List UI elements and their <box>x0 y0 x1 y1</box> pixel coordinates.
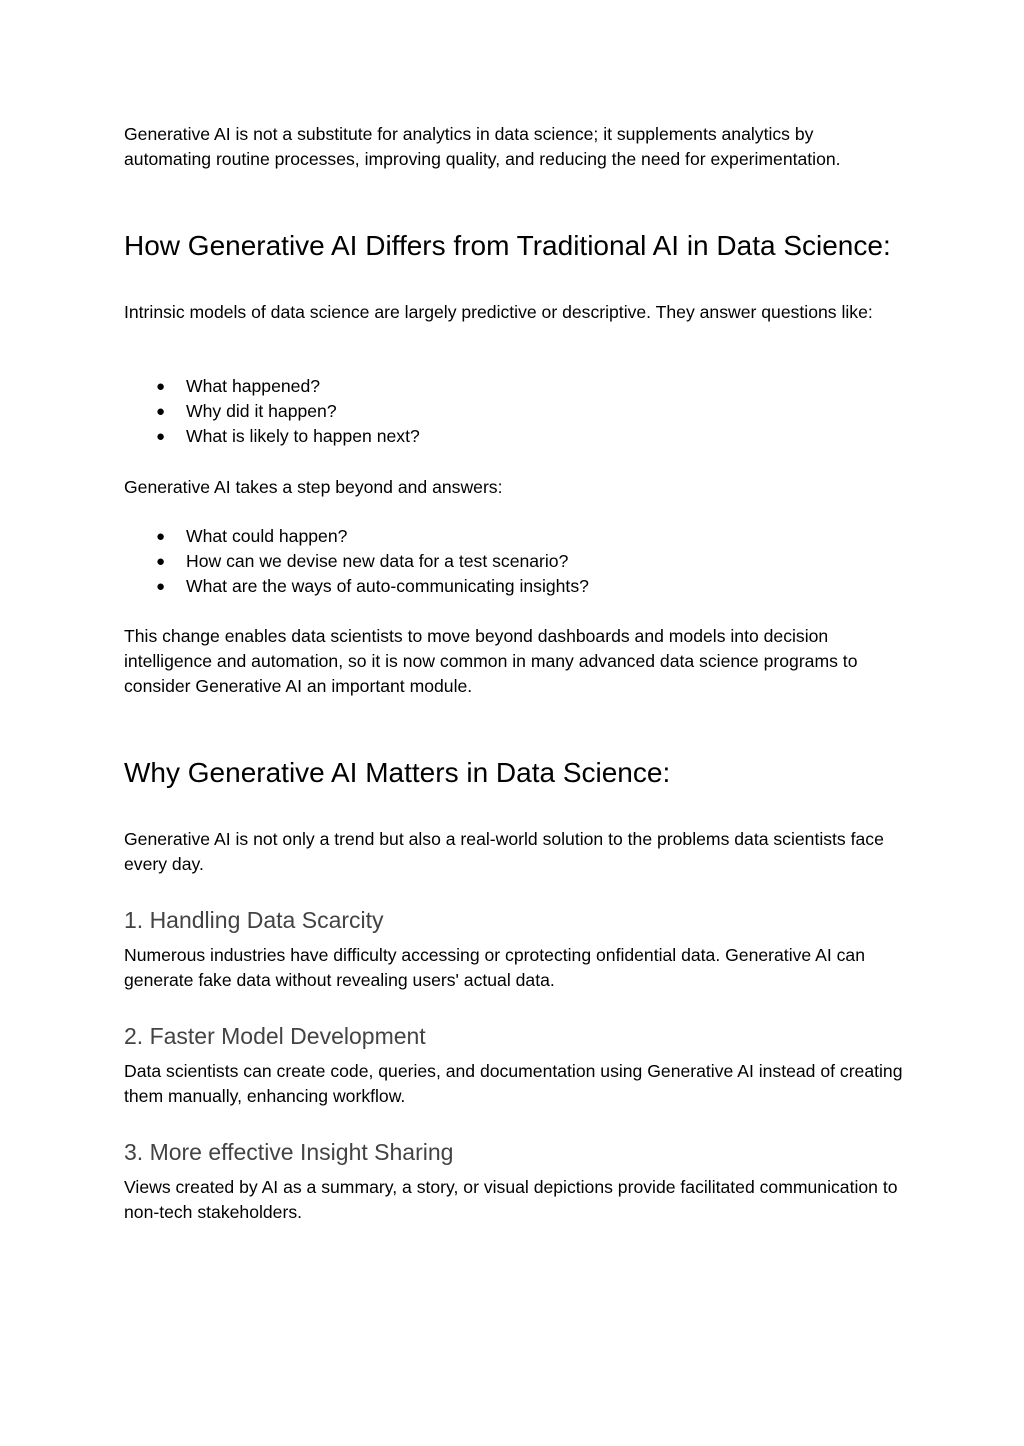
bullet-list-traditional <box>124 374 420 449</box>
section1-paragraph-1: Intrinsic models of data science are largely predictive or descriptive. They answer questions like: <box>124 302 873 322</box>
subsection-heading-insight-sharing: 3. More effective Insight Sharing <box>124 1139 454 1165</box>
list-item <box>124 374 420 399</box>
bullet-list-generative <box>124 524 589 599</box>
bullet-icon: ● <box>156 528 166 545</box>
section-heading-differences: How Generative AI Differs from Traditional AI in Data Science: <box>124 230 891 261</box>
list-item-text: How can we devise new data for a test scenario? <box>186 551 569 571</box>
subsection-text-data-scarcity: Numerous industries have difficulty accessing or cprotecting onfidential data. Generative AI can generate fake data without revealing users' actual data. <box>124 945 865 990</box>
list-item-text: What is likely to happen next? <box>186 426 420 446</box>
intro-paragraph: Generative AI is not a substitute for analytics in data science; it supplements analytics by automating routine processes, improving quality, and reducing the need for experimentation. <box>124 124 841 169</box>
bullet-icon: ● <box>156 428 166 445</box>
subsection-heading-data-scarcity: 1. Handling Data Scarcity <box>124 907 384 933</box>
list-item <box>124 549 589 574</box>
subsection-text-faster-development: Data scientists can create code, queries, and documentation using Generative AI instead of creating them manually, enhancing workflow. <box>124 1061 903 1106</box>
section1-paragraph-3: This change enables data scientists to move beyond dashboards and models into decision intelligence and automation, so it is now common in many advanced data science programs to consider Generative AI an important module. <box>124 626 858 696</box>
list-item <box>124 524 589 549</box>
section-heading-why-matters: Why Generative AI Matters in Data Science: <box>124 757 671 788</box>
list-item <box>124 399 420 424</box>
section2-paragraph-1: Generative AI is not only a trend but also a real-world solution to the problems data scientists face every day. <box>124 829 884 874</box>
list-item <box>124 424 420 449</box>
list-item-text: What are the ways of auto-communicating insights? <box>186 576 589 596</box>
bullet-icon: ● <box>156 403 166 420</box>
section1-paragraph-2: Generative AI takes a step beyond and answers: <box>124 477 503 497</box>
list-item <box>124 574 589 599</box>
bullet-icon: ● <box>156 378 166 395</box>
list-item-text: Why did it happen? <box>186 401 337 421</box>
list-item-text: What happened? <box>186 376 321 396</box>
list-item-text: What could happen? <box>186 526 348 546</box>
bullet-icon: ● <box>156 578 166 595</box>
bullet-icon: ● <box>156 553 166 570</box>
subsection-text-insight-sharing: Views created by AI as a summary, a story, or visual depictions provide facilitated communication to non-tech stakeholders. <box>124 1177 898 1222</box>
subsection-heading-faster-development: 2. Faster Model Development <box>124 1023 426 1049</box>
